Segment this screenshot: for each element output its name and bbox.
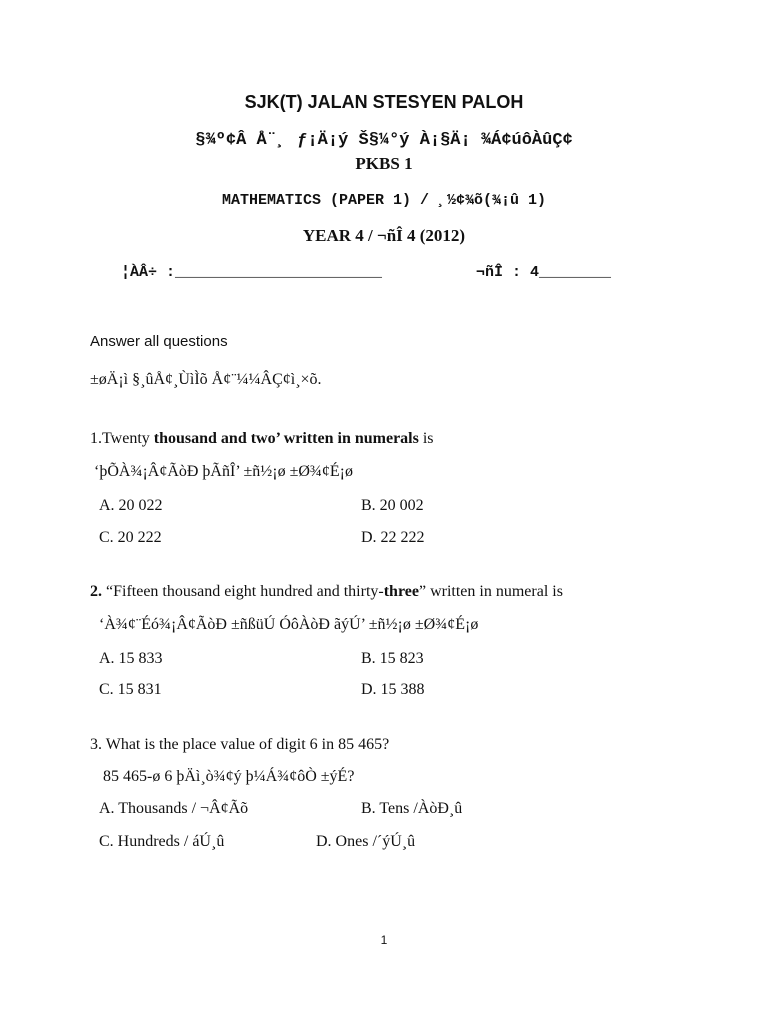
question-text-bold: three — [383, 583, 419, 600]
subject-title: MATHEMATICS (PAPER 1) / ¸½¢¾õ(¾¡û 1) — [221, 192, 547, 209]
name-field-label: ¦ÀÂ÷ :_______________________ — [121, 264, 383, 281]
q3-option-b: B. Tens /ÀòÐ¸û — [361, 800, 463, 817]
q1-option-b: B. 20 002 — [361, 497, 424, 514]
question-number: 2. — [90, 583, 102, 600]
q3-option-d: D. Ones /´ýÚ¸û — [316, 833, 416, 850]
exam-title: PKBS 1 — [355, 154, 413, 173]
instruction-tamil: ±øÄ¡ì §¸ûÅ¢¸ÙìÌõ Å¢¨¼¼ÂÇ¢ì¸×õ. — [90, 371, 322, 388]
question-text: What is the place value of digit 6 in 85 465? — [105, 736, 390, 753]
question-text: “Fifteen thousand eight hundred and thirty- — [102, 583, 384, 600]
q2-option-a: A. 15 833 — [99, 650, 163, 667]
q2-option-b: B. 15 823 — [361, 650, 424, 667]
instruction-english: Answer all questions — [90, 333, 228, 350]
question-text: Twenty — [102, 430, 154, 447]
q2-option-c: C. 15 831 — [99, 681, 162, 698]
question-1 — [90, 430, 434, 448]
tamil-school-name: §¾º¢Â Å¨¸ ƒ¡Ä¡ý Š§¼°ý À¡§Ä¡ ¾Á¢úôÀûÇ¢ — [195, 131, 573, 150]
question-number: 1. — [90, 430, 102, 447]
class-field-label: ¬ñÎ : 4________ — [476, 264, 612, 281]
year-title: YEAR 4 / ¬ñÎ 4 (2012) — [302, 226, 466, 245]
question-number: 3. — [90, 736, 102, 753]
q1-option-a: A. 20 022 — [99, 497, 163, 514]
question-2-tamil: ‘À¾¢¨Éó¾¡Â¢ÃòÐ ±ñßüÚ ÓôÀòÐ ãýÚ’ ±ñ½¡ø ±Ø¾¢É¡ø — [99, 616, 479, 633]
q1-option-c: C. 20 222 — [99, 529, 162, 546]
question-3 — [90, 736, 389, 754]
q3-option-c: C. Hundreds / áÚ¸û — [99, 833, 225, 850]
question-text: ” written in numeral is — [418, 583, 563, 600]
question-text: is — [418, 430, 434, 447]
question-text-bold: thousand and two’ written in numerals — [153, 430, 419, 447]
q1-option-d: D. 22 222 — [361, 529, 425, 546]
q3-option-a: A. Thousands / ¬Â¢Ãõ — [99, 800, 249, 817]
question-3-tamil: 85 465-ø 6 þÄì¸ò¾¢ý þ¼Á¾¢ôÒ ±ýÉ? — [103, 768, 355, 785]
school-name: SJK(T) JALAN STESYEN PALOH — [244, 92, 524, 112]
q2-option-d: D. 15 388 — [361, 681, 425, 698]
page-number: 1 — [380, 933, 388, 947]
question-2 — [90, 583, 563, 601]
question-1-tamil: ‘þÕÀ¾¡Â¢ÃòÐ þÃñÎ’ ±ñ½¡ø ±Ø¾¢É¡ø — [94, 463, 353, 480]
